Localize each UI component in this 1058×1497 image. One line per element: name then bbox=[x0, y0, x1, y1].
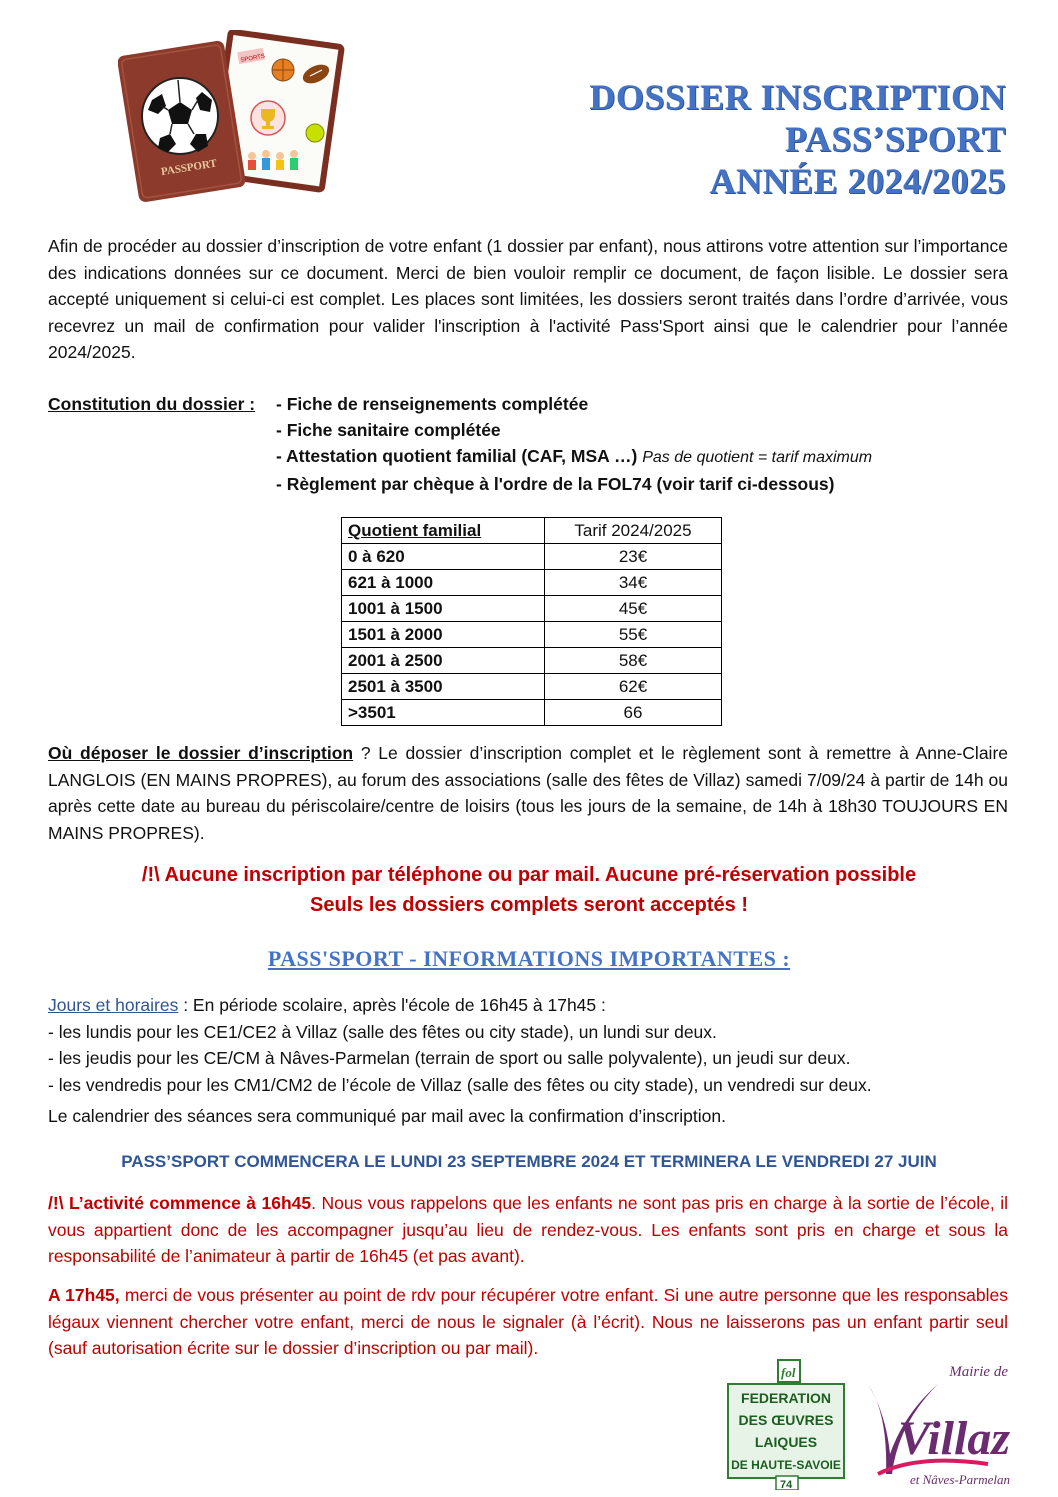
trophy-icon bbox=[251, 101, 285, 135]
column-header-tarif: Tarif 2024/2025 bbox=[545, 518, 722, 544]
schedule-line: - les lundis pour les CE1/CE2 à Villaz (salle des fêtes ou city stade), un lundi sur deux. bbox=[48, 1021, 717, 1042]
passport-label: PASSPORT bbox=[160, 157, 218, 179]
villaz-sub-label: et Nâves-Parmelan bbox=[909, 1472, 1010, 1487]
notice-start-time bbox=[48, 1190, 1008, 1270]
tarif-cell: 58€ bbox=[545, 648, 722, 674]
tarif-cell: 34€ bbox=[545, 570, 722, 596]
notice-pickup-text: merci de vous présenter au point de rdv pour récupérer votre enfant. Si une autre personne que les responsables légaux viennent chercher votre enfant, merci de nous le signaler (à l’écrit). Nous ne laisserons pas un enfant partir seul (sauf autorisation écrite sur le dossier d’inscription ou par mail). bbox=[48, 1285, 1008, 1358]
fol-line: DES ŒUVRES bbox=[738, 1412, 834, 1428]
quotient-cell: 2501 à 3500 bbox=[342, 674, 545, 700]
quotient-note: Pas de quotient = tarif maximum bbox=[642, 449, 873, 466]
column-header-quotient: Quotient familial bbox=[342, 518, 545, 544]
tarif-cell: 62€ bbox=[545, 674, 722, 700]
table-row bbox=[342, 648, 722, 674]
tennis-ball-icon bbox=[306, 124, 324, 142]
notice-pickup bbox=[48, 1282, 1008, 1362]
constitution-separator: : bbox=[244, 394, 256, 414]
quotient-cell: 0 à 620 bbox=[342, 544, 545, 570]
fol-line: DE HAUTE-SAVOIE bbox=[731, 1458, 841, 1472]
table-row bbox=[342, 700, 722, 726]
constitution-list bbox=[276, 391, 872, 497]
villaz-name: Villaz bbox=[897, 1412, 1010, 1465]
passport-illustration bbox=[118, 30, 350, 202]
tarif-cell: 45€ bbox=[545, 596, 722, 622]
warning-line-2: Seuls les dossiers complets seront acceptés ! bbox=[310, 894, 748, 916]
constitution-item bbox=[276, 443, 872, 471]
deposit-paragraph bbox=[48, 740, 1008, 846]
warning-line-1: /!\ Aucune inscription par téléphone ou par mail. Aucune pré-réservation possible bbox=[141, 864, 917, 886]
quotient-cell: >3501 bbox=[342, 700, 545, 726]
quotient-cell: 1001 à 1500 bbox=[342, 596, 545, 622]
table-row bbox=[342, 622, 722, 648]
tarif-cell: 55€ bbox=[545, 622, 722, 648]
table-row bbox=[342, 596, 722, 622]
soccer-ball-icon bbox=[142, 78, 218, 154]
schedule-section bbox=[48, 992, 872, 1098]
constitution-label-text: Constitution du dossier bbox=[48, 394, 245, 414]
fol-line: LAIQUES bbox=[754, 1434, 818, 1450]
table-row bbox=[342, 674, 722, 700]
title-line-2: PASS’SPORT bbox=[784, 119, 1006, 159]
constitution-item-text: - Attestation quotient familial (CAF, MSA …) bbox=[276, 446, 638, 466]
quotient-cell: 1501 à 2000 bbox=[342, 622, 545, 648]
deposit-label: Où déposer le dossier d’inscription bbox=[48, 743, 354, 763]
warning-block bbox=[0, 860, 1058, 920]
constitution-label bbox=[48, 391, 255, 417]
notice-start-time-bold: /!\ L’activité commence à 16h45 bbox=[48, 1193, 312, 1213]
fol-line: FEDERATION bbox=[741, 1390, 831, 1406]
tarif-cell: 23€ bbox=[545, 544, 722, 570]
title-line-1: DOSSIER INSCRIPTION bbox=[589, 77, 1006, 117]
intro-paragraph: Afin de procéder au dossier d’inscription de votre enfant (1 dossier par enfant), nous attirons votre attention sur l’importance des indications données sur ce document. Merci de bien vouloir remplir ce document, de façon lisible. Le dossier sera accepté uniquement si celui-ci est complet. Les places sont limitées, les dossiers seront traités dans l’ordre d’arrivée, vous recevrez un mail de confirmation pour valider l'inscription à l'activité Pass'Sport ainsi que le calendrier pour l’année 2024/2025. bbox=[48, 236, 1008, 362]
notice-start-time-text: . Nous vous rappelons que les enfants ne sont pas pris en charge à la sortie de l’école, il vous appartient donc de les accompagner jusqu’au lieu de rendez-vous. Les enfants sont pris en charge et sous la responsabilité de l’animateur à partir de 16h45 (et pas avant). bbox=[48, 1193, 1008, 1266]
constitution-item: - Règlement par chèque à l'ordre de la FOL74 (voir tarif ci-dessous) bbox=[276, 474, 835, 494]
title-line-3: ANNÉE 2024/2025 bbox=[709, 161, 1006, 201]
villaz-top-label: Mairie de bbox=[949, 1364, 1008, 1380]
schedule-intro bbox=[48, 992, 872, 1019]
table-row bbox=[342, 544, 722, 570]
schedule-label: Jours et horaires bbox=[48, 995, 179, 1015]
schedule-line: - les jeudis pour les CE/CM à Nâves-Parmelan (terrain de sport ou salle polyvalente), un jeudi sur deux. bbox=[48, 1048, 851, 1068]
tarif-cell: 66 bbox=[545, 700, 722, 726]
schedule-line: - les vendredis pour les CM1/CM2 de l’école de Villaz (salle des fêtes ou city stade), un vendredi sur deux. bbox=[48, 1074, 872, 1095]
table-header-row bbox=[342, 518, 722, 544]
deposit-text: ? Le dossier d’inscription complet et le règlement sont à remettre à Anne-Claire LANGLOIS (EN MAINS PROPRES), au forum des associations (salle des fêtes de Villaz) samedi 7/09/24 à partir de 14h ou après cette date au bureau du périscolaire/centre de loisirs (tous les jours de la semaine, de 14h à 18h30 TOUJOURS EN MAINS PROPRES). bbox=[48, 743, 1009, 843]
schedule-intro-text: : En période scolaire, après l'école de 16h45 à 17h45 : bbox=[178, 995, 606, 1015]
constitution-item: - Fiche sanitaire complétée bbox=[276, 420, 501, 440]
fol-mark: fol bbox=[781, 1365, 796, 1380]
document-title bbox=[589, 76, 1006, 202]
info-section-title: PASS'SPORT - INFORMATIONS IMPORTANTES : bbox=[267, 946, 791, 971]
table-row bbox=[342, 570, 722, 596]
villaz-logo bbox=[858, 1354, 1018, 1490]
fol-number: 74 bbox=[780, 1479, 793, 1490]
notice-pickup-bold: A 17h45, bbox=[48, 1285, 120, 1305]
quotient-cell: 621 à 1000 bbox=[342, 570, 545, 596]
constitution-item: - Fiche de renseignements complétée bbox=[276, 394, 589, 414]
sticker-label: SPORTS bbox=[240, 53, 266, 64]
quotient-cell: 2001 à 2500 bbox=[342, 648, 545, 674]
calendar-note: Le calendrier des séances sera communiqué par mail avec la confirmation d’inscription. bbox=[48, 1106, 726, 1126]
start-banner: PASS’SPORT COMMENCERA LE LUNDI 23 SEPTEMBRE 2024 ET TERMINERA LE VENDREDI 27 JUIN bbox=[121, 1152, 937, 1171]
tariff-table bbox=[341, 517, 722, 726]
fol-logo bbox=[726, 1358, 846, 1490]
